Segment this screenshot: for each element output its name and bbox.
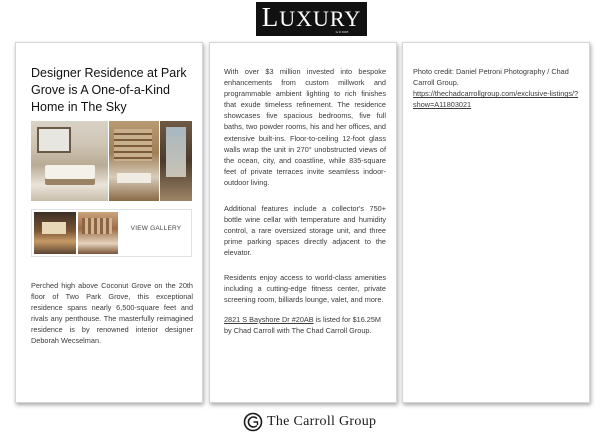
gallery-photo-hallway[interactable] — [160, 121, 192, 201]
footer-brand-name: The Carroll Group — [267, 414, 377, 429]
luxury-guide-logo — [256, 2, 367, 36]
gallery-thumb-office[interactable] — [78, 212, 118, 254]
details-paragraph-features: Additional features include a collector's 750+ bottle wine cellar with temperature and humidity control, a rare oversized storage unit, and three prime parking spaces directly adjacent to the elevator. — [224, 204, 386, 258]
carroll-group-logo-icon — [243, 412, 263, 432]
details-paragraph-amenities: Residents enjoy access to world-class amenities including a cutting-edge fitness center, private screening room, billiards lounge, valet, and more. — [224, 273, 386, 305]
gallery-photo-kitchen[interactable] — [109, 121, 159, 201]
photo-gallery-thumbnails — [31, 209, 192, 257]
article-title: Designer Residence at Park Grove is A One-of-a-Kind Home in The Sky — [31, 66, 187, 114]
details-paragraph-enhancements: With over $3 million invested into bespoke enhancements from custom millwork and programmable ambient lighting to rich finishes that exude timeless refinement. The residence showcases five spacious bedrooms, five full baths, two powder rooms, his and her offices, and extensive built-ins. Floor-to-ceiling 12-foot glass walls wrap the unit in 270° unobstructed views of the ocean, city, and coastline, while 835-square feet of private terraces invite seamless indoor-outdoor living. — [224, 67, 386, 187]
photo-gallery-main[interactable] — [31, 121, 192, 201]
logo-subtext: GUIDE — [335, 30, 349, 34]
article-card-credits — [402, 42, 590, 403]
view-gallery-link[interactable]: VIEW GALLERY — [130, 225, 182, 232]
article-card-intro — [15, 42, 203, 403]
details-paragraph-listing — [224, 314, 386, 336]
gallery-thumb-wine-cellar[interactable] — [34, 212, 76, 254]
photo-credit-text: Photo credit: Daniel Petroni Photography / Chad Carroll Group. — [413, 67, 569, 88]
logo-wordmark: LUXURY — [261, 2, 362, 32]
footer-brand — [243, 410, 376, 434]
listing-address-link[interactable]: 2821 S Bayshore Dr #20AB — [224, 315, 314, 324]
gallery-photo-living-room[interactable] — [31, 121, 108, 201]
article-card-details — [209, 42, 397, 403]
listing-price-text: is listed for $16.25M by Chad Carroll with The Chad Carroll Group. — [224, 315, 381, 336]
listing-url-link[interactable]: https://thechadcarrollgroup.com/exclusive-listings/?show=A11803021 — [413, 89, 579, 110]
credits-paragraph — [413, 66, 581, 110]
intro-paragraph: Perched high above Coconut Grove on the 20th floor of Two Park Grove, this exceptional residence spans nearly 6,500-square feet and rivals any penthouse. The masterfully reimagined residence is by renowned interior designer Deborah Wecselman. — [31, 281, 193, 346]
